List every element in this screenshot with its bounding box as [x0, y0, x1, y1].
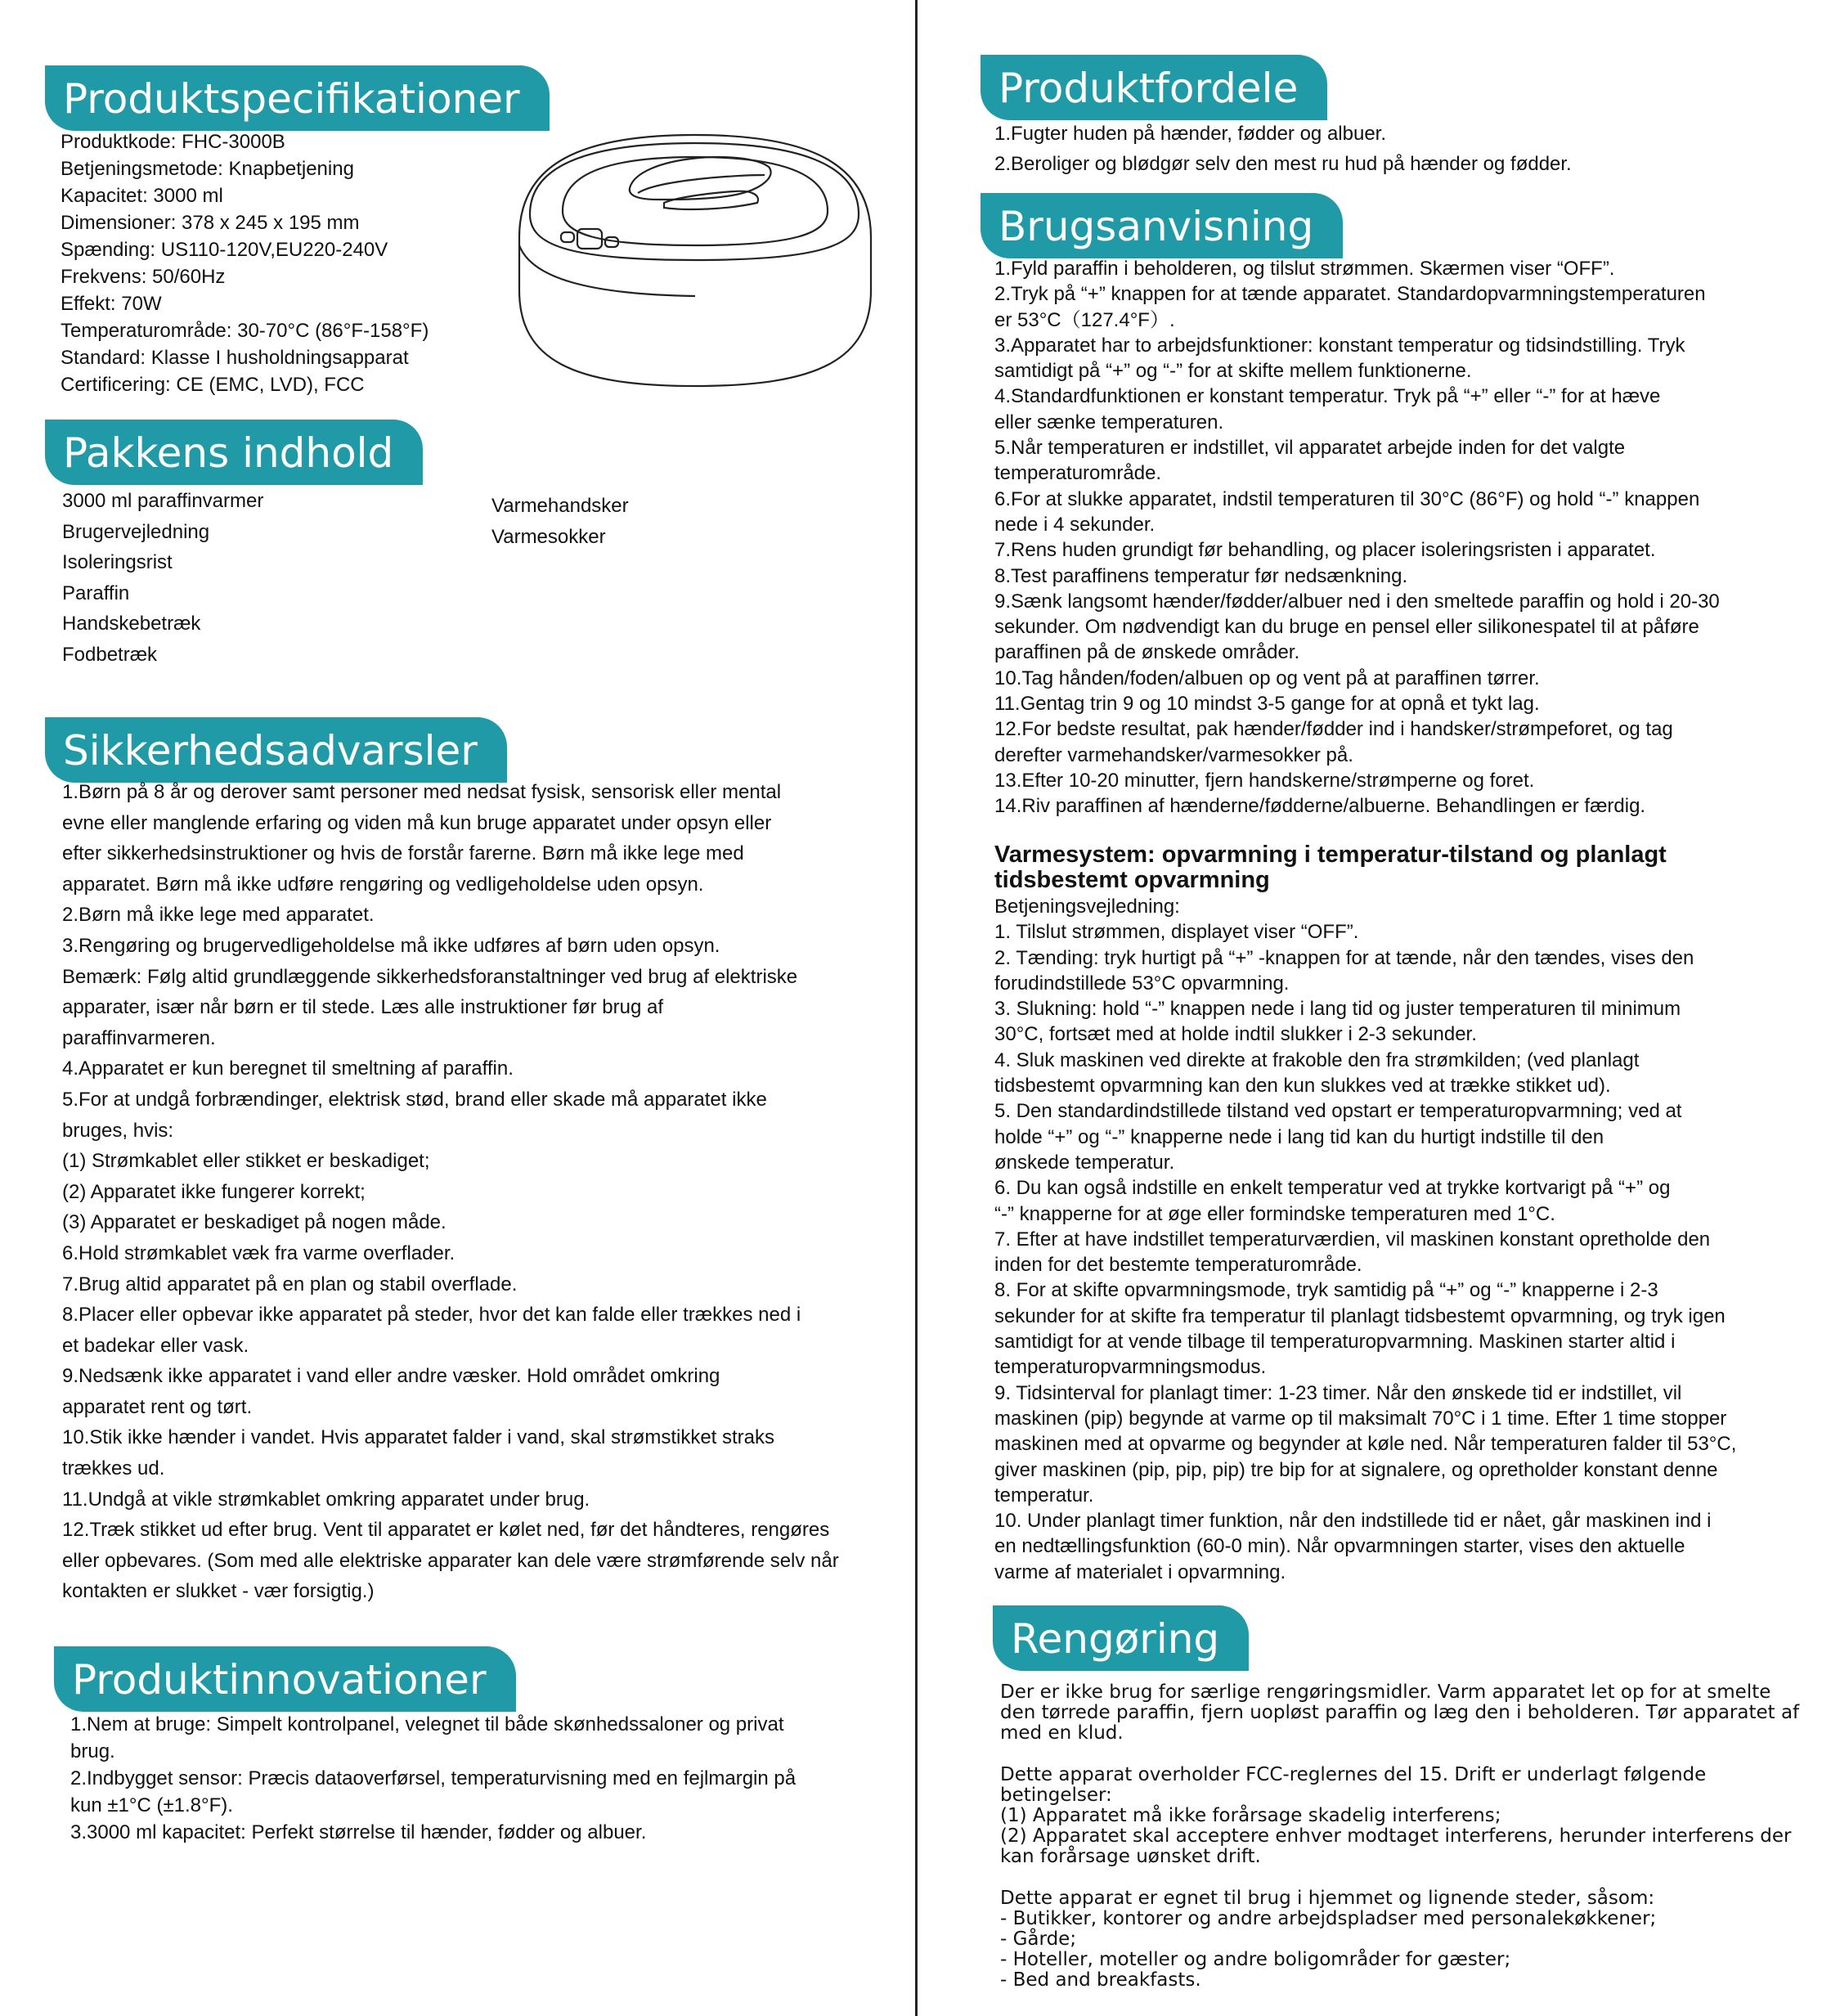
text-line: trækkes ud. — [62, 1457, 165, 1480]
text-line: 3.Rengøring og brugervedligeholdelse må ikke udføres af børn uden opsyn. — [62, 934, 720, 957]
text-line: 12.Træk stikket ud efter brug. Vent til apparatet er kølet ned, før det håndteres, rengøres — [62, 1519, 830, 1542]
text-line: er 53°C（127.4°F）. — [994, 308, 1175, 331]
text-line: 2. Tænding: tryk hurtigt på “+” -knappen for at tænde, når den tændes, vises den — [994, 946, 1694, 969]
text-line: evne eller manglende erfaring og viden må kun bruge apparatet under opsyn eller — [62, 811, 772, 834]
text-line: tidsbestemt opvarmning kan den kun slukkes ved at trække stikket ud). — [994, 1075, 1611, 1098]
text-line: Handskebetræk — [62, 613, 201, 635]
text-line: 9. Tidsinterval for planlagt timer: 1-23 timer. Når den ønskede tid er indstillet, vil — [994, 1381, 1682, 1404]
text-line: maskinen (pip) begynde at varme op til maksimalt 70°C i 1 time. Efter 1 time stopper — [994, 1407, 1727, 1430]
text-line: Temperaturområde: 30-70°C (86°F-158°F) — [61, 320, 429, 342]
text-line: Betjeningsvejledning: — [994, 896, 1180, 918]
text-line: 2.Beroliger og blødgør selv den mest ru hud på hænder og fødder. — [994, 153, 1572, 175]
text-line: 10.Tag hånden/foden/albuen op og vent på at paraffinen tørrer. — [994, 667, 1540, 689]
text-line: 13.Efter 10-20 minutter, fjern handskerne/strømperne og foret. — [994, 769, 1535, 792]
spec-heading: Produktspecifikationer — [45, 65, 550, 131]
text-line: Dette apparat er egnet til brug i hjemmet og lignende steder, såsom: — [1000, 1888, 1655, 1909]
text-line: brug. — [70, 1740, 115, 1762]
text-line: varme af materialet i opvarmning. — [994, 1560, 1286, 1583]
paraffin-warmer-illustration — [515, 114, 875, 393]
text-line: kontakten er slukket - vær forsigtig.) — [62, 1580, 375, 1603]
innovations-list — [70, 1711, 796, 1846]
text-line: 12.For bedste resultat, pak hænder/fødder ind i handsker/strømpeforet, og tag — [994, 718, 1673, 741]
text-line: 6.Hold strømkablet væk fra varme overflader. — [62, 1241, 456, 1264]
text-line: temperaturopvarmningsmodus. — [994, 1356, 1267, 1379]
text-line: - Gårde; — [1000, 1928, 1077, 1950]
text-line: 14.Riv paraffinen af hænderne/fødderne/albuerne. Behandlingen er færdig. — [994, 795, 1646, 818]
text-line: - Bed and breakfasts. — [1000, 1969, 1201, 1991]
text-line: sekunder for at skifte fra temperatur til planlagt tidsbestemt opvarmning, og tryk igen — [994, 1304, 1726, 1327]
text-line: derefter varmehandsker/varmesokker på. — [994, 743, 1353, 766]
text-line: en nedtællingsfunktion (60-0 min). Når opvarmningen starter, vises den aktuelle — [994, 1535, 1685, 1558]
text-line: 2.Børn må ikke lege med apparatet. — [62, 904, 375, 927]
cleaning-para-2 — [1000, 1765, 1799, 1867]
text-line: apparater, især når børn er til stede. Læs alle instruktioner før brug af — [62, 996, 663, 1019]
text-line: - Butikker, kontorer og andre arbejdspladser med personalekøkkener; — [1000, 1908, 1657, 1929]
text-line: 1. Tilslut strømmen, displayet viser “OFF”. — [994, 921, 1359, 944]
text-line: 2.Tryk på “+” knappen for at tænde apparatet. Standardopvarmningstemperaturen — [994, 283, 1706, 306]
text-line: Certificering: CE (EMC, LVD), FCC — [61, 374, 365, 396]
text-line: eller opbevares. (Som med alle elektriske apparater kan dele være strømførende selv når — [62, 1549, 839, 1572]
text-line: Der er ikke brug for særlige rengøringsmidler. Varm apparatet let op for at smelte — [1000, 1681, 1771, 1703]
text-line: 30°C, fortsæt med at holde indtil slukker i 2-3 sekunder. — [994, 1023, 1477, 1046]
package-heading: Pakkens indhold — [45, 420, 423, 485]
text-line: 9.Sænk langsomt hænder/fødder/albuer ned i den smeltede paraffin og hold i 20-30 — [994, 590, 1720, 613]
text-line: Dette apparat overholder FCC-reglernes del 15. Drift er underlagt følgende — [1000, 1764, 1707, 1785]
text-line: med en klud. — [1000, 1722, 1124, 1744]
text-line: (1) Apparatet må ikke forårsage skadelig interferens; — [1000, 1805, 1501, 1826]
text-line: ønskede temperatur. — [994, 1151, 1175, 1174]
text-line: 3.Apparatet har to arbejdsfunktioner: konstant temperatur og tidsindstilling. Tryk — [994, 334, 1685, 357]
text-line: 4. Sluk maskinen ved direkte at frakoble den fra strømkilden; (ved planlagt — [994, 1048, 1640, 1071]
package-list-2 — [491, 491, 629, 552]
cleaning-para-3 — [1000, 1888, 1799, 1991]
benefits-list — [994, 119, 1572, 179]
text-line: 10.Stik ikke hænder i vandet. Hvis apparatet falder i vand, skal strømstikket straks — [62, 1426, 775, 1449]
text-line: 7. Efter at have indstillet temperaturværdien, vil maskinen konstant opretholde den — [994, 1228, 1711, 1250]
text-line: eller sænke temperaturen. — [994, 411, 1224, 433]
text-line: Paraffin — [62, 581, 130, 604]
text-line: Spænding: US110-120V,EU220-240V — [61, 239, 388, 261]
cleaning-text — [1000, 1682, 1799, 1991]
text-line: inden for det bestemte temperaturområde. — [994, 1254, 1362, 1277]
text-line: maskinen med at opvarme og begynder at køle ned. Når temperaturen falder til 53°C, — [994, 1433, 1737, 1456]
column-divider — [915, 0, 918, 2016]
text-line: Betjeningsmetode: Knapbetjening — [61, 158, 354, 180]
text-line: Produktkode: FHC-3000B — [61, 131, 285, 153]
text-line: nede i 4 sekunder. — [994, 513, 1156, 536]
text-line: 3.3000 ml kapacitet: Perfekt størrelse til hænder, fødder og albuer. — [70, 1821, 647, 1843]
spec-list — [61, 128, 429, 398]
text-line: forudindstillede 53°C opvarmning. — [994, 972, 1290, 995]
text-line: 6. Du kan også indstille en enkelt temperatur ved at trykke kortvarigt på “+” og — [994, 1177, 1671, 1200]
safety-list — [62, 777, 839, 1607]
text-line: 9.Nedsænk ikke apparatet i vand eller andre væsker. Hold området omkring — [62, 1365, 720, 1388]
cleaning-para-1 — [1000, 1682, 1799, 1744]
text-line: 1.Nem at bruge: Simpelt kontrolpanel, velegnet til både skønhedssaloner og privat — [70, 1713, 784, 1735]
usage-heading: Brugsanvisning — [981, 193, 1343, 258]
benefits-heading: Produktfordele — [981, 55, 1327, 120]
text-line: holde “+” og “-” knapperne nede i lang tid kan du hurtigt indstille til den — [994, 1125, 1604, 1148]
text-line: “-” knapperne for at øge eller formindske temperaturen med 1°C. — [994, 1202, 1555, 1225]
text-line: Varmehandsker — [491, 495, 629, 517]
text-line: temperaturområde. — [994, 462, 1162, 485]
text-line: - Hoteller, moteller og andre boligområder for gæster; — [1000, 1949, 1511, 1970]
text-line: Brugervejledning — [62, 520, 210, 543]
text-line: 8.Test paraffinens temperatur før nedsænkning. — [994, 564, 1408, 587]
text-line: (2) Apparatet skal acceptere enhver modtaget interferens, herunder interferens der — [1000, 1825, 1792, 1847]
text-line: Isoleringsrist — [62, 551, 173, 573]
heating-list — [994, 894, 1736, 1585]
text-line: et badekar eller vask. — [62, 1334, 249, 1357]
text-line: kan forårsage uønsket drift. — [1000, 1846, 1261, 1867]
text-line: kun ±1°C (±1.8°F). — [70, 1794, 233, 1816]
text-line: den tørrede paraffin, fjern uopløst paraffin og læg den i beholderen. Tør apparatet af — [1000, 1702, 1800, 1723]
text-line: temperatur. — [994, 1484, 1094, 1506]
text-line: 4.Standardfunktionen er konstant temperatur. Tryk på “+” eller “-” for at hæve — [994, 385, 1661, 408]
text-line: 10. Under planlagt timer funktion, når den indstillede tid er nået, går maskinen ind i — [994, 1510, 1712, 1533]
text-line: 4.Apparatet er kun beregnet til smeltning af paraffin. — [62, 1057, 514, 1080]
text-line: Standard: Klasse I husholdningsapparat — [61, 347, 409, 369]
text-line: 5. Den standardindstillede tilstand ved opstart er temperaturopvarmning; ved at — [994, 1100, 1682, 1123]
text-line: 3. Slukning: hold “-” knappen nede i lang tid og juster temperaturen til minimum — [994, 998, 1681, 1021]
text-line: Kapacitet: 3000 ml — [61, 185, 223, 207]
safety-heading: Sikkerhedsadvarsler — [45, 717, 507, 783]
text-line: samtidigt på “+” og “-” for at skifte mellem funktionerne. — [994, 360, 1472, 383]
text-line: Dimensioner: 378 x 245 x 195 mm — [61, 212, 360, 234]
text-line: 8. For at skifte opvarmningsmode, tryk samtidig på “+” og “-” knapperne i 2-3 — [994, 1279, 1658, 1302]
text-line: 5.For at undgå forbrændinger, elektrisk stød, brand eller skade må apparatet ikke — [62, 1088, 767, 1111]
text-line: 11.Undgå at vikle strømkablet omkring apparatet under brug. — [62, 1488, 590, 1511]
innovations-heading: Produktinnovationer — [54, 1646, 516, 1712]
text-line: giver maskinen (pip, pip, pip) tre bip for at signalere, og opretholder konstant denne — [994, 1458, 1718, 1481]
text-line: paraffinvarmeren. — [62, 1026, 216, 1049]
text-line: 5.Når temperaturen er indstillet, vil apparatet arbejde inden for det valgte — [994, 437, 1626, 460]
text-line: (3) Apparatet er beskadiget på nogen måde. — [62, 1211, 447, 1234]
text-line: 7.Brug altid apparatet på en plan og stabil overflade. — [62, 1273, 518, 1295]
heating-heading-line-2: tidsbestemt opvarmning — [994, 867, 1270, 893]
text-line: (2) Apparatet ikke fungerer korrekt; — [62, 1180, 366, 1203]
text-line: 2.Indbygget sensor: Præcis dataoverførsel, temperaturvisning med en fejlmargin på — [70, 1767, 797, 1789]
text-line: apparatet. Børn må ikke udføre rengøring og vedligeholdelse uden opsyn. — [62, 873, 704, 896]
text-line: 6.For at slukke apparatet, indstil temperaturen til 30°C (86°F) og hold “-” knappen — [994, 487, 1700, 510]
text-line: sekunder. Om nødvendigt kan du bruge en pensel eller silikonespatel til at påføre — [994, 616, 1699, 639]
text-line: apparatet rent og tørt. — [62, 1395, 253, 1418]
text-line: 3000 ml paraffinvarmer — [62, 490, 264, 512]
text-line: Frekvens: 50/60Hz — [61, 266, 226, 288]
text-line: efter sikkerhedsinstruktioner og hvis de forstår farerne. Børn må ikke lege med — [62, 842, 744, 865]
text-line: Fodbetræk — [62, 643, 158, 666]
usage-list — [994, 256, 1720, 819]
text-line: bruges, hvis: — [62, 1119, 174, 1142]
package-list-1 — [62, 486, 263, 670]
text-line: 8.Placer eller opbevar ikke apparatet på steder, hvor det kan falde eller trækkes ned i — [62, 1304, 801, 1327]
text-line: 1.Fyld paraffin i beholderen, og tilslut strømmen. Skærmen viser “OFF”. — [994, 258, 1615, 280]
text-line: 1.Børn på 8 år og derover samt personer med nedsat fysisk, sensorisk eller mental — [62, 781, 782, 803]
text-line: samtidigt for at vende tilbage til temperaturopvarmning. Maskinen starter altid i — [994, 1331, 1676, 1354]
text-line: paraffinen på de ønskede områder. — [994, 641, 1300, 664]
text-line: 11.Gentag trin 9 og 10 mindst 3-5 gange for at opnå et tykt lag. — [994, 693, 1540, 716]
text-line: 7.Rens huden grundigt før behandling, og placer isoleringsristen i apparatet. — [994, 539, 1656, 562]
text-line: betingelser: — [1000, 1785, 1112, 1806]
text-line: Varmesokker — [491, 525, 606, 548]
text-line: Bemærk: Følg altid grundlæggende sikkerhedsforanstaltninger ved brug af elektriske — [62, 965, 798, 988]
text-line: 1.Fugter huden på hænder, fødder og albuer. — [994, 123, 1387, 145]
heating-heading-line-1: Varmesystem: opvarmning i temperatur-tilstand og planlagt — [994, 842, 1667, 868]
text-line: Effekt: 70W — [61, 293, 162, 315]
heating-heading — [994, 842, 1667, 893]
cleaning-heading: Rengøring — [993, 1605, 1249, 1671]
text-line: (1) Strømkablet eller stikket er beskadiget; — [62, 1150, 430, 1173]
